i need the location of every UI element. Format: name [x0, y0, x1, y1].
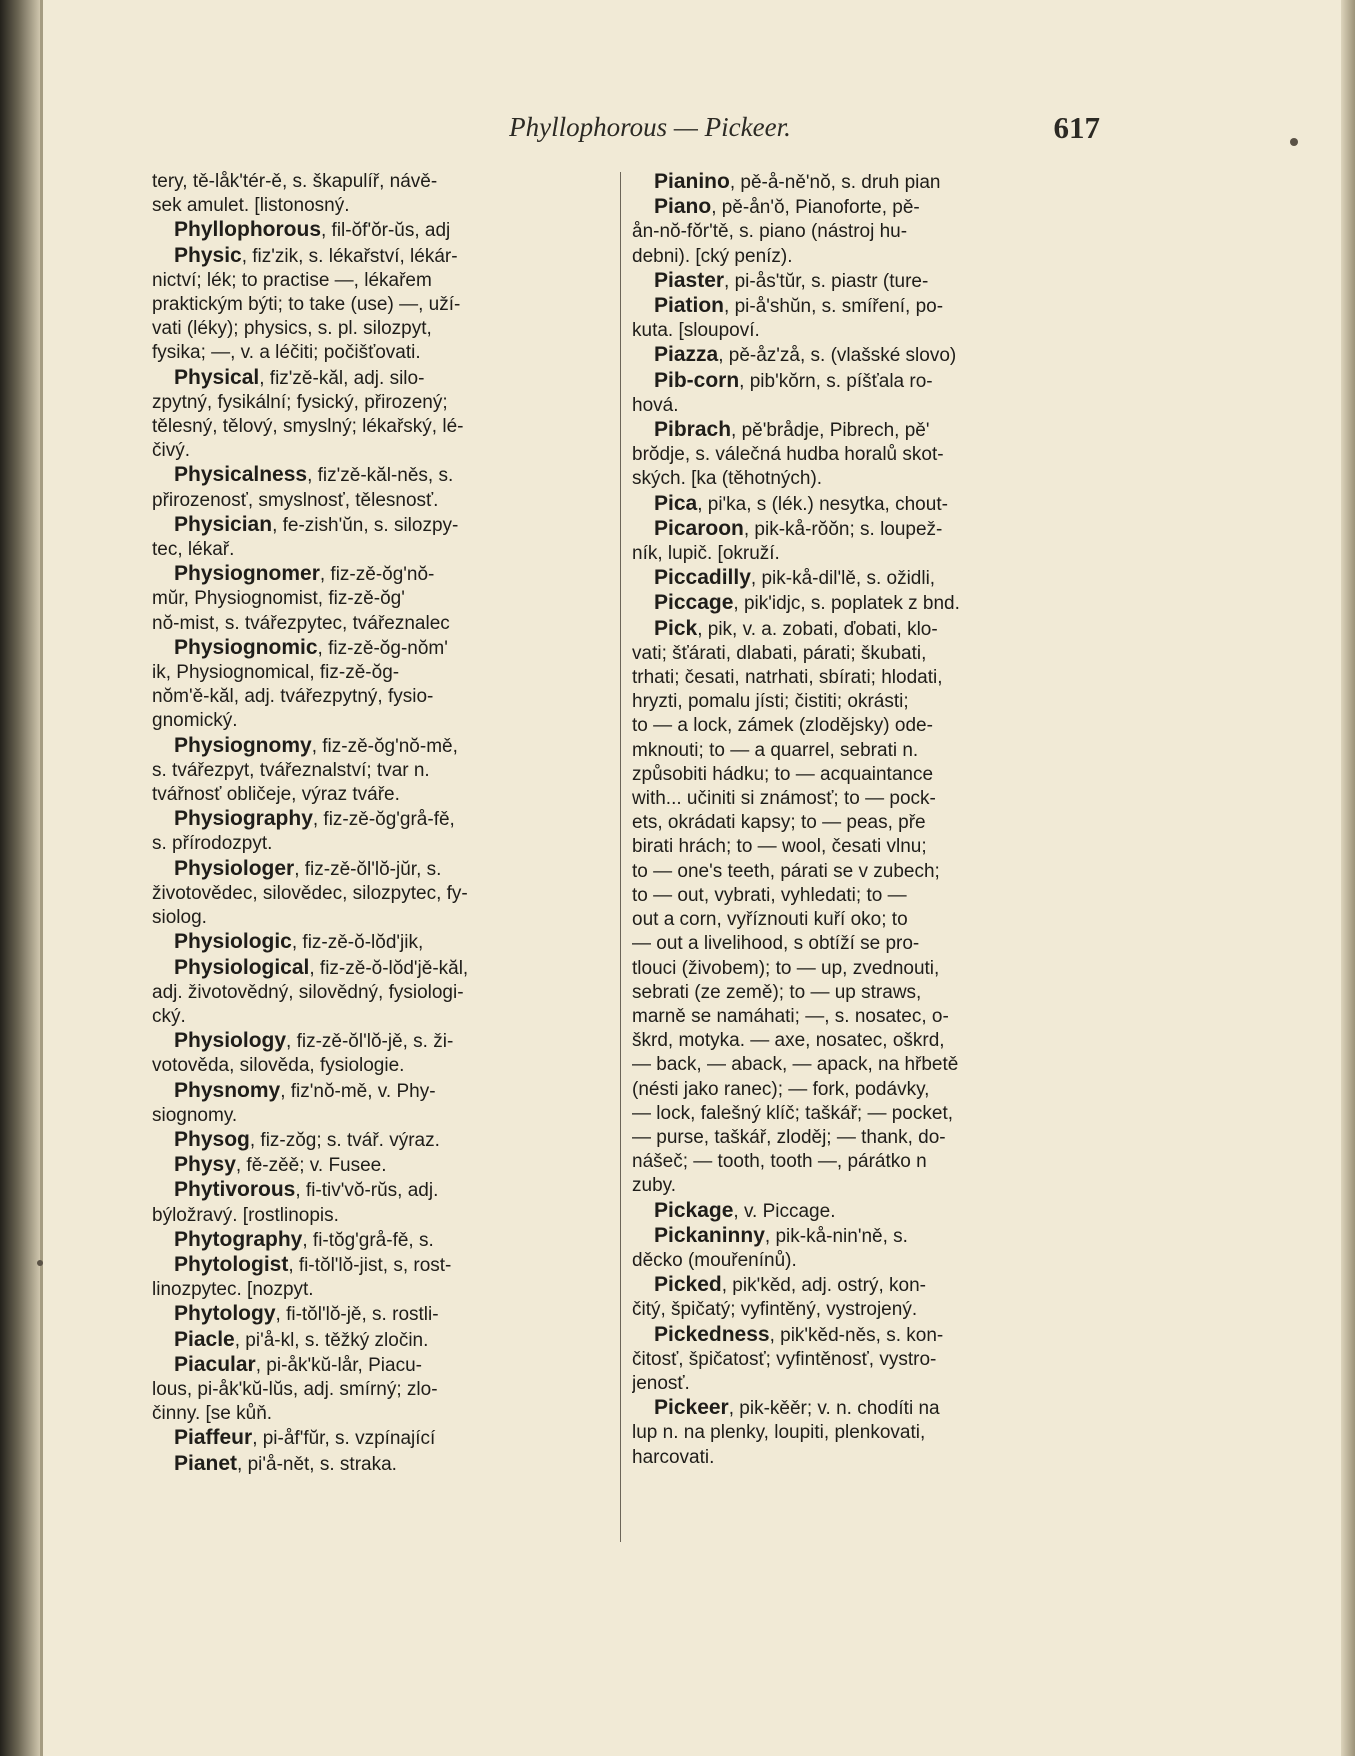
dictionary-line: ets, okrádati kapsy; to — peas, pře [632, 812, 926, 834]
dictionary-line: sebrati (ze země); to — up straws, [632, 981, 922, 1003]
running-title: Phyllophorous — Pickeer. [509, 112, 791, 142]
column-divider [620, 172, 621, 1542]
headword: Physiology [174, 1029, 287, 1053]
dictionary-line: debni). [cký peníz). [632, 245, 793, 267]
headword: Piccadilly [654, 566, 751, 590]
page-number: 617 [1053, 110, 1100, 145]
dictionary-line [632, 1396, 1096, 1421]
entry-text: , fiz-zě-ŏg'nŏ-mě, [311, 735, 458, 757]
ink-spot [1290, 138, 1298, 146]
entry-text: , pi-åf'fŭr, s. vzpínající [252, 1428, 436, 1450]
dictionary-line: ik, Physiognomical, fiz-zě-ŏg- [152, 662, 400, 684]
dictionary-line [152, 1253, 614, 1278]
entry-text: , pik'kěd-něs, s. kon- [769, 1324, 944, 1346]
headword: Pickeer [654, 1396, 729, 1420]
dictionary-line: čitý, špičatý; vyfintěný, vystrojený. [632, 1299, 918, 1321]
headword: Phyllophorous [174, 218, 321, 242]
headword: Pickedness [654, 1322, 770, 1346]
dictionary-line: tlouci (živobem); to — up, zvednouti, [632, 957, 940, 979]
dictionary-line: praktickým býti; to take (use) —, uží- [152, 294, 461, 316]
headword: Phytography [174, 1227, 303, 1251]
dictionary-line: birati hrách; to — wool, česati vlnu; [632, 836, 927, 858]
headword: Phytologist [174, 1252, 289, 1276]
dictionary-line: nictví; lék; to practise —, lékařem [152, 269, 432, 291]
left-column [152, 170, 614, 1477]
dictionary-line [632, 617, 1096, 642]
entry-text: , fiz-zě-ŏl'lŏ-jě, s. ži- [286, 1031, 454, 1053]
dictionary-line [152, 463, 614, 488]
headword: Physic [174, 243, 242, 267]
dictionary-line [632, 1323, 1096, 1348]
headword: Piacle [174, 1327, 235, 1351]
dictionary-line [632, 294, 1096, 319]
headword: Pick [654, 616, 698, 640]
entry-text: , pik-kå-nin'ně, s. [764, 1225, 908, 1247]
dictionary-line: sek amulet. [listonosný. [152, 195, 350, 217]
dictionary-line: ån-nŏ-fŏr'tě, s. piano (nástroj hu- [632, 221, 908, 243]
dictionary-line: čivý. [152, 440, 190, 462]
dictionary-line [152, 807, 614, 832]
headword: Physiologer [174, 856, 295, 880]
page-right-edge [1341, 0, 1355, 1756]
entry-text: , fiz-zŏg; s. tvář. výraz. [249, 1129, 440, 1151]
dictionary-line: mknouti; to — a quarrel, sebrati n. [632, 739, 919, 761]
dictionary-line: nŏm'ě-kăl, adj. tvářezpytný, fysio- [152, 686, 434, 708]
dictionary-line: votověda, silověda, fysiologie. [152, 1055, 405, 1077]
headword: Physiography [174, 807, 313, 831]
dictionary-line: — purse, taškář, zloděj; — thank, do- [632, 1126, 946, 1148]
dictionary-line [152, 1328, 614, 1353]
dictionary-line [632, 1273, 1096, 1298]
dictionary-line: lous, pi-åk'kŭ-lŭs, adj. smírný; zlo- [152, 1378, 438, 1400]
entry-text: , pě-ån'ŏ, Pianoforte, pě- [711, 197, 920, 219]
dictionary-line [632, 343, 1096, 368]
entry-text: , pi-åk'kŭ-lår, Piacu- [255, 1354, 422, 1376]
entry-text: , fiz'nŏ-mě, v. Phy- [280, 1080, 436, 1102]
entry-text: , pib'kŏrn, s. píšťala ro- [739, 370, 933, 392]
entry-text: , fi-tŏl'lŏ-jě, s. rostli- [275, 1304, 439, 1326]
ink-spot [37, 1260, 43, 1266]
dictionary-line: vati (léky); physics, s. pl. silozpyt, [152, 318, 432, 340]
headword: Piation [654, 294, 725, 318]
headword: Physy [174, 1153, 236, 1177]
dictionary-line [152, 513, 614, 538]
dictionary-line: jenosť. [632, 1372, 690, 1394]
dictionary-line [152, 1079, 614, 1104]
dictionary-line [632, 566, 1096, 591]
headword: Piacular [174, 1352, 256, 1376]
dictionary-line: přirozenosť, smyslnosť, tělesnosť. [152, 489, 439, 511]
dictionary-line [632, 418, 1096, 443]
dictionary-line: marně se namáhati; —, s. nosatec, o- [632, 1005, 949, 1027]
entry-text: , pi-å'shŭn, s. smíření, po- [724, 296, 944, 318]
dictionary-line: kuta. [sloupoví. [632, 320, 760, 342]
entry-text: , fiz-zě-ŏl'lŏ-jŭr, s. [294, 858, 442, 880]
entry-text: , pik'idjc, s. poplatek z bnd. [733, 593, 960, 615]
headword: Physiognomic [174, 635, 318, 659]
headword: Physog [174, 1127, 250, 1151]
dictionary-line: — out a livelihood, s obtíží se pro- [632, 933, 920, 955]
dictionary-line: mŭr, Physiognomist, fiz-zě-ŏg' [152, 588, 405, 610]
headword: Physiognomer [174, 562, 320, 586]
dictionary-line [152, 857, 614, 882]
dictionary-line [632, 170, 1096, 195]
headword: Physicalness [174, 463, 308, 487]
dictionary-line: lup n. na plenky, loupiti, plenkovati, [632, 1422, 926, 1444]
dictionary-line [152, 562, 614, 587]
entry-text: , fiz-zě-ŏg-nŏm' [317, 637, 448, 659]
entry-text: , fi-tŏl'lŏ-jist, s, rost- [288, 1254, 452, 1276]
dictionary-line [632, 517, 1096, 542]
entry-text: , fiz-zě-ŏ-lŏd'jě-kăl, [309, 957, 469, 979]
entry-text: , fě-zěě; v. Fusee. [235, 1155, 387, 1177]
headword: Pianet [174, 1451, 238, 1475]
dictionary-line: gnomický. [152, 710, 238, 732]
entry-text: , fiz-zě-ŏg'grå-fě, [312, 809, 455, 831]
dictionary-line: cký. [152, 1005, 186, 1027]
dictionary-line: linozpytec. [nozpyt. [152, 1279, 314, 1301]
entry-text: , fi-tiv'vŏ-rŭs, adj. [295, 1180, 439, 1202]
dictionary-line [632, 369, 1096, 394]
dictionary-line [152, 636, 614, 661]
dictionary-line [632, 492, 1096, 517]
headword: Pianino [654, 170, 730, 193]
dictionary-line [152, 366, 614, 391]
entry-text: , pik'kěd, adj. ostrý, kon- [721, 1275, 926, 1297]
entry-text: , pik-kěěr; v. n. chodíti na [728, 1398, 940, 1420]
dictionary-line [152, 218, 614, 243]
headword: Pib-corn [654, 368, 740, 392]
dictionary-line: siolog. [152, 907, 207, 929]
dictionary-line [152, 1452, 614, 1477]
dictionary-line [152, 1153, 614, 1178]
dictionary-line [152, 1228, 614, 1253]
dictionary-line: with... učiniti si známosť; to — pock- [632, 788, 936, 810]
dictionary-line: hryzti, pomalu jísti; čistiti; okrásti; [632, 691, 909, 713]
dictionary-line: způsobiti hádku; to — acquaintance [632, 763, 934, 785]
dictionary-line: čitosť, špičatosť; vyfintěnosť, vystro- [632, 1348, 937, 1370]
dictionary-line: životovědec, silovědec, silozpytec, fy- [152, 882, 468, 904]
headword: Piaster [654, 268, 725, 292]
dictionary-line: to — one's teeth, párati se v zubech; [632, 860, 940, 882]
dictionary-line [632, 1224, 1096, 1249]
headword: Picaroon [654, 516, 744, 540]
dictionary-line: tec, lékař. [152, 539, 235, 561]
dictionary-line [152, 1302, 614, 1327]
dictionary-line [152, 1353, 614, 1378]
headword: Piano [654, 195, 712, 219]
entry-text: , fiz'zě-kăl, adj. silo- [259, 367, 425, 389]
dictionary-line: ník, lupič. [okruží. [632, 543, 780, 565]
headword: Pica [654, 491, 698, 515]
dictionary-line: zpytný, fysikální; fysický, přirozený; [152, 391, 448, 413]
headword: Pickaninny [654, 1223, 765, 1247]
headword: Piazza [654, 343, 719, 367]
dictionary-line: s. přírodozpyt. [152, 833, 273, 855]
dictionary-line: harcovati. [632, 1446, 715, 1468]
headword: Physiological [174, 955, 310, 979]
entry-text: , pi'å-kl, s. těžký zločin. [234, 1329, 429, 1351]
entry-text: , fiz-zě-ŏg'nŏ- [319, 564, 435, 586]
entry-text: , fiz'zik, s. lékařství, lékár- [241, 245, 458, 267]
headword: Pickage [654, 1198, 734, 1222]
headword: Pibrach [654, 418, 732, 442]
entry-text: , pik-kå-dil'lě, s. ožidli, [750, 568, 936, 590]
dictionary-line: siognomy. [152, 1104, 238, 1126]
entry-text: , fil-ŏf'ŏr-ŭs, adj [321, 220, 451, 242]
right-column [632, 170, 1096, 1470]
entry-text: , fe-zish'ŭn, s. silozpy- [272, 514, 459, 536]
dictionary-line: děcko (mouřenínů). [632, 1249, 797, 1271]
dictionary-line: s. tvářezpyt, tvářeznalství; tvar n. [152, 759, 430, 781]
headword: Physiognomy [174, 733, 312, 757]
dictionary-line: tvářnosť obličeje, výraz tváře. [152, 784, 400, 806]
entry-text: , pi'å-nět, s. straka. [237, 1453, 397, 1475]
dictionary-line [152, 956, 614, 981]
dictionary-line: škrd, motyka. — axe, nosatec, oškrd, [632, 1030, 945, 1052]
dictionary-line [152, 1426, 614, 1451]
dictionary-line: nášeč; — tooth, tooth —, párátko n [632, 1151, 927, 1173]
dictionary-line [152, 930, 614, 955]
entry-text: , fiz-zě-ŏ-lŏd'jik, [291, 932, 424, 954]
dictionary-line: nŏ-mist, s. tvářezpytec, tvářeznalec [152, 612, 450, 634]
dictionary-line: to — out, vybrati, vyhledati; to — [632, 884, 907, 906]
dictionary-line: to — a lock, zámek (zlodějsky) ode- [632, 715, 933, 737]
dictionary-line [152, 244, 614, 269]
headword: Phytology [174, 1302, 276, 1326]
dictionary-line: fysika; —, v. a léčiti; počišťovati. [152, 342, 421, 364]
entry-text: , pi'ka, s (lék.) nesytka, chout- [697, 493, 948, 515]
headword: Physical [174, 365, 260, 389]
entry-text: , pik-kå-rŏŏn; s. loupež- [743, 518, 943, 540]
page-gutter-line [40, 0, 43, 1756]
dictionary-line [632, 269, 1096, 294]
dictionary-line: tery, tě-låk'tér-ě, s. škapulíř, návě- [152, 171, 438, 192]
entry-text: , pi-ås'tŭr, s. piastr (ture- [724, 270, 929, 292]
dictionary-line: činny. [se kůň. [152, 1403, 273, 1425]
headword: Piccage [654, 591, 734, 615]
book-binding-edge [0, 0, 40, 1756]
dictionary-line: brŏdje, s. válečná hudba horalů skot- [632, 444, 944, 466]
dictionary-line: trhati; česati, natrhati, sbírati; hlodati, [632, 667, 943, 689]
running-header [150, 112, 1100, 152]
dictionary-line: býložravý. [rostlinopis. [152, 1204, 339, 1226]
dictionary-line: hová. [632, 394, 679, 416]
dictionary-line [632, 1199, 1096, 1224]
entry-text: , pě'brådje, Pibrech, pě' [731, 420, 930, 442]
dictionary-line: — lock, falešný klíč; taškář; — pocket, [632, 1102, 953, 1124]
entry-text: , fi-tŏg'grå-fě, s. [302, 1229, 434, 1251]
dictionary-line: out a corn, vyříznouti kuří oko; to [632, 909, 908, 931]
dictionary-line: vati; šťárati, dlabati, párati; škubati, [632, 642, 927, 664]
dictionary-line [152, 1178, 614, 1203]
headword: Picked [654, 1273, 722, 1297]
headword: Phytivorous [174, 1178, 296, 1202]
dictionary-line: (nésti jako ranec); — fork, podávky, [632, 1078, 930, 1100]
dictionary-line: adj. životovědný, silovědný, fysiologi- [152, 981, 464, 1003]
entry-text: , pě-å-ně'nŏ, s. druh pian [729, 172, 941, 193]
entry-text: , v. Piccage. [733, 1200, 836, 1222]
headword: Physician [174, 512, 273, 536]
dictionary-line: zuby. [632, 1175, 677, 1197]
dictionary-line: tělesný, tělový, smyslný; lékařský, lé- [152, 416, 464, 438]
headword: Piaffeur [174, 1426, 253, 1450]
entry-text: , pik, v. a. zobati, ďobati, klo- [697, 618, 938, 640]
headword: Physnomy [174, 1078, 281, 1102]
dictionary-line [152, 1029, 614, 1054]
entry-text: , pě-åz'zå, s. (vlašské slovo) [718, 345, 957, 367]
dictionary-line [632, 195, 1096, 220]
dictionary-line: — back, — aback, — apack, na hřbetě [632, 1054, 959, 1076]
dictionary-line [152, 1128, 614, 1153]
dictionary-line [152, 734, 614, 759]
dictionary-line [632, 591, 1096, 616]
dictionary-line: ských. [ka (těhotných). [632, 468, 823, 490]
entry-text: , fiz'zě-kăl-něs, s. [307, 465, 454, 487]
headword: Physiologic [174, 930, 292, 954]
